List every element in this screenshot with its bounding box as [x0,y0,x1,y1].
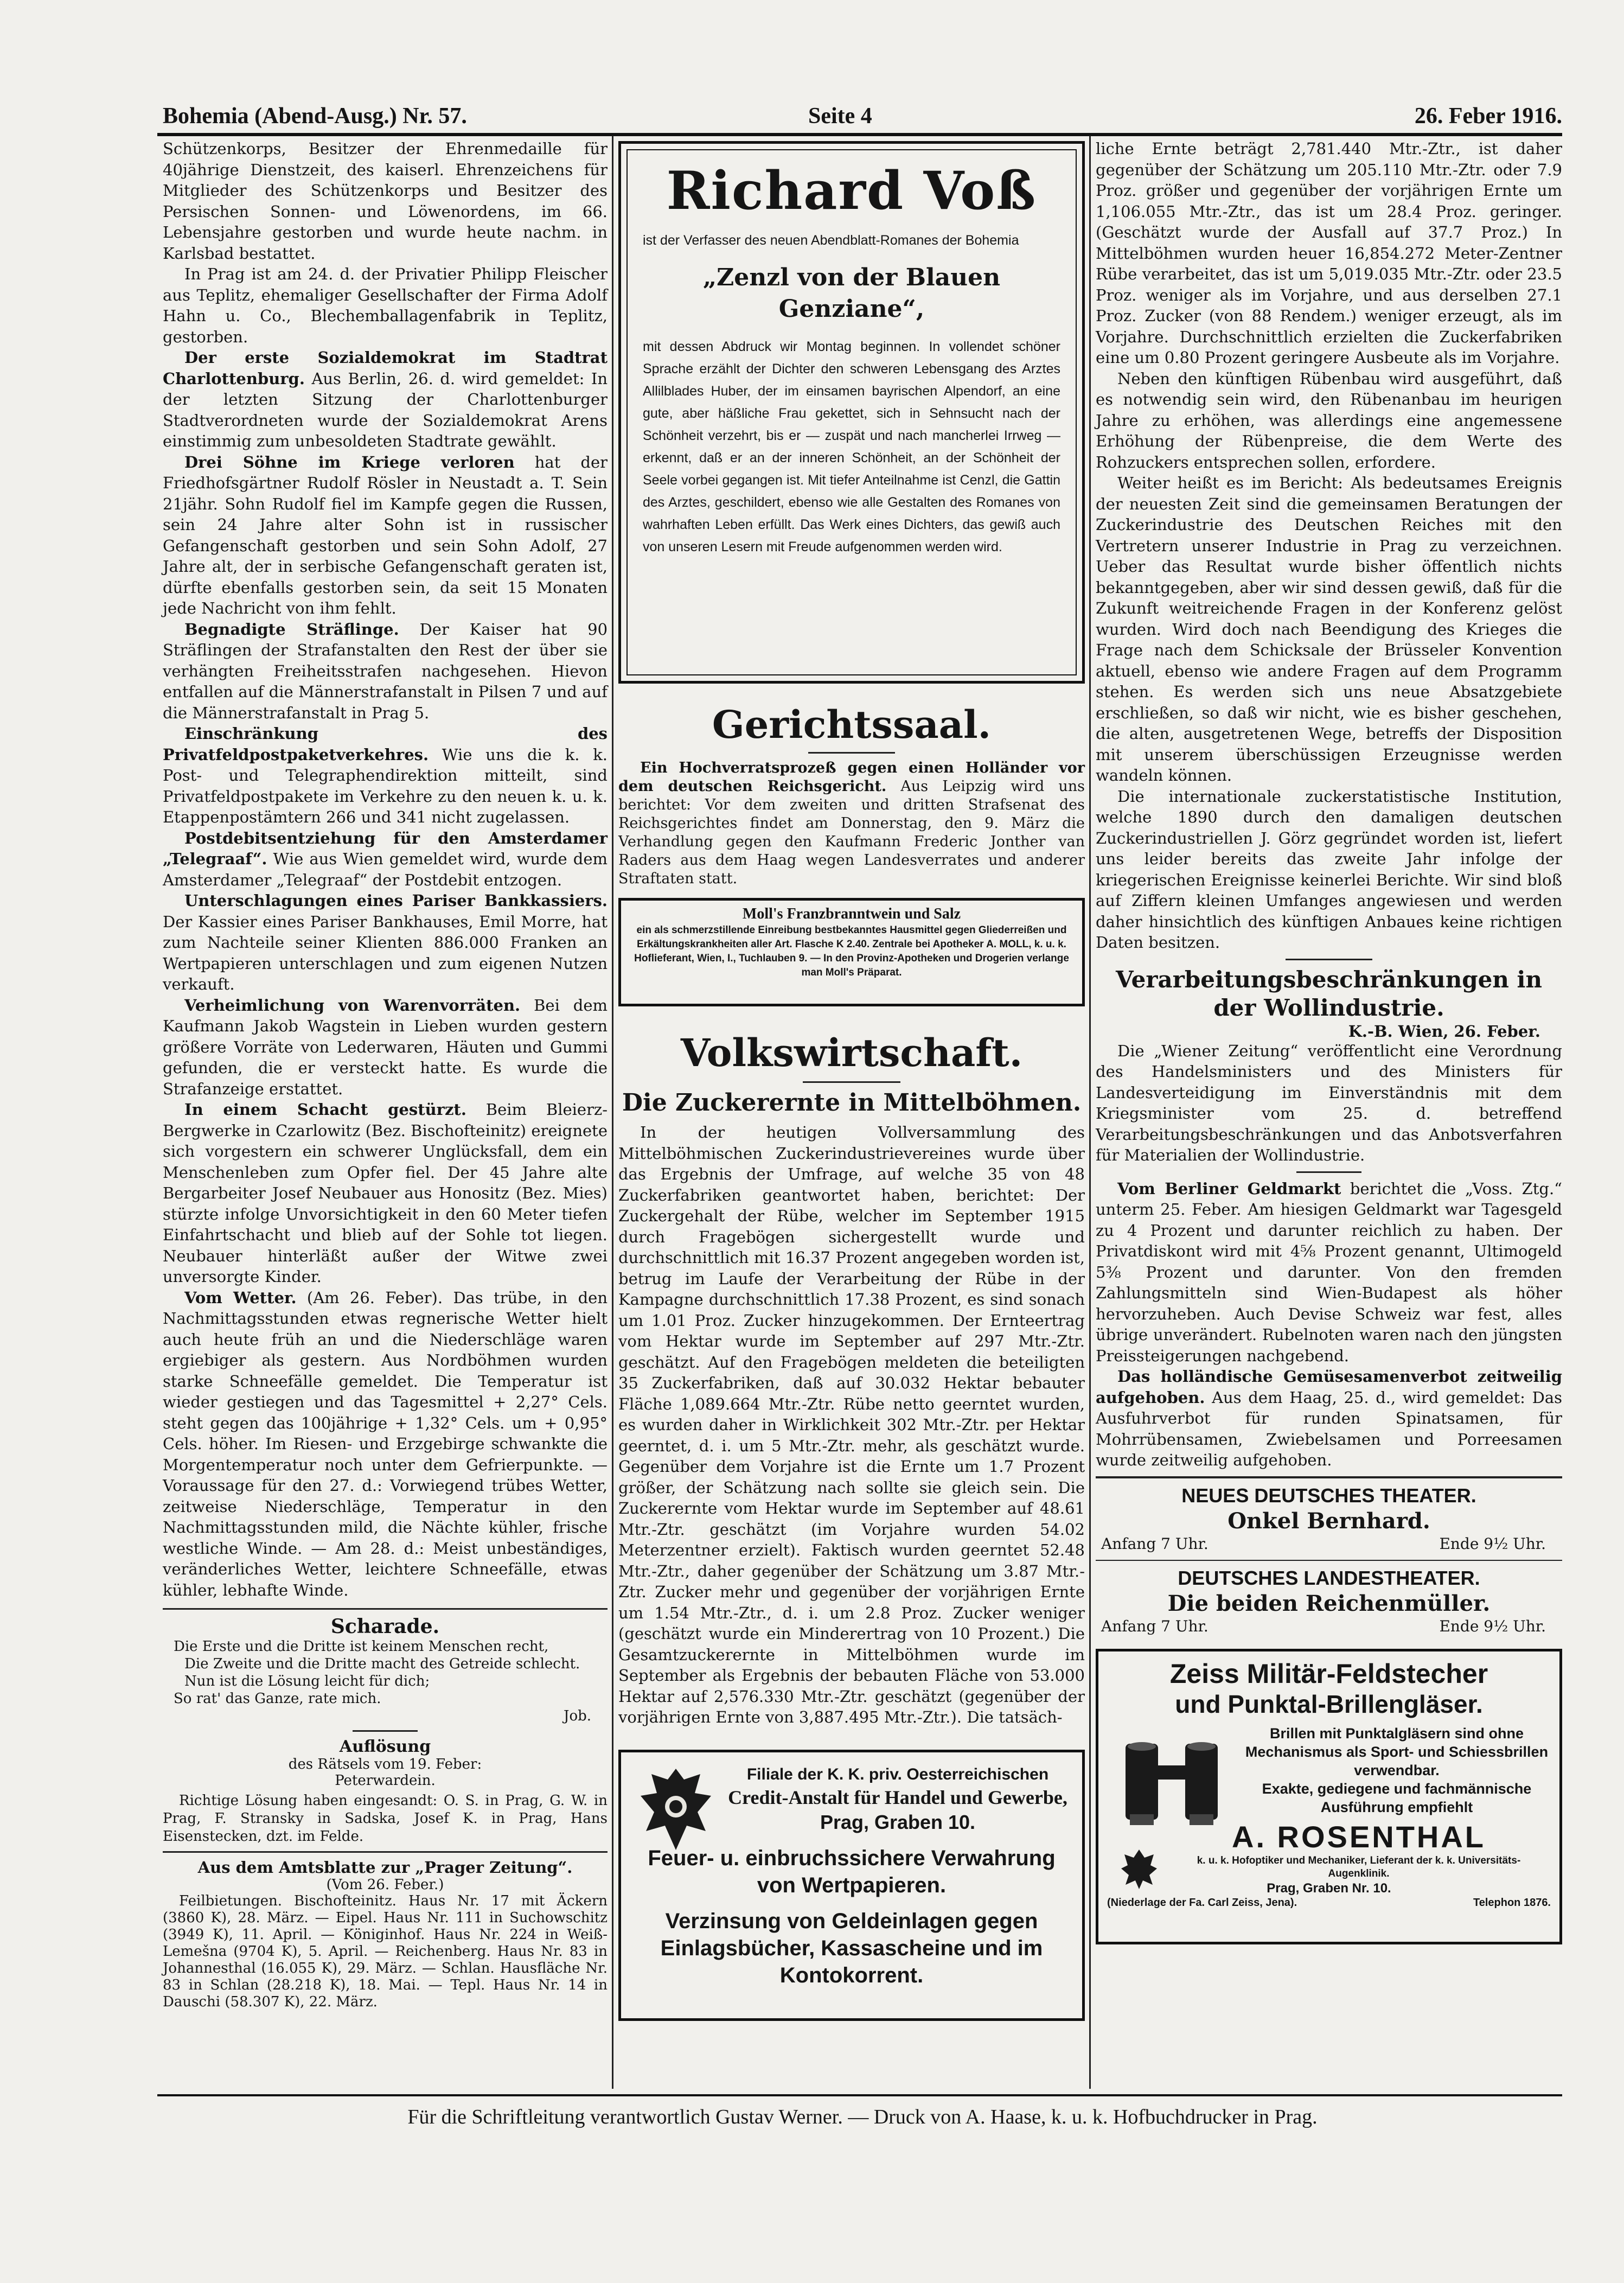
column-divider-right [1089,136,1091,2089]
solution-word: Peterwardein. [335,1772,436,1789]
section-rule [1096,1476,1562,1478]
article-heading: Unterschlagungen eines Pariser Bankkassiers. [184,891,608,910]
sugar-harvest-article: In der heutigen Vollversammlung des Mittelböhmischen Zuckerindustrievereines wurde über das Ergebnis der Umfrage, auf welche 35 von 48 Zuckerfabriken geantwortet haben, berichtet: Der Zuckergehalt der Rübe, welcher im September 1915 durch Fragebögen sichergestellt wurde und durchschnittlich mit 16.37 Prozent angegeben worden ist, betrug im Laufe der Verarbeitung der Rübe in der Kampagne durchschnittlich 17.38 Prozent, es sind sonach um 1.01 Proz. Zucker hinzugekommen. Der Ernteertrag vom Hektar wurde im September auf 297 Mtr.-Ztr. geschätzt. Auf den Fragebögen meldeten die beteiligten 35 Zuckerfabriken, daß auf 30.032 Hektar bebauter Fläche 1,089.664 Mtr.-Ztr. Rübe netto geerntet wurden, es wurden daher in Wirklichkeit 302 Mtr.-Ztr. per Hektar geerntet, d. i. um 5 Mtr.-Ztr. mehr, als geschätzt wurde. Gegenüber dem Vorjahre ist die Ernte um 1.7 Prozent größer, der Schätzung nach sollte sie gleich sein. Die Zuckerernte vom Hektar wurde im September auf 48.61 Mtr.-Ztr. geschätzt (im Vorjahre wurden 54.02 Meterzentner erzielt). Faktisch wurden geerntet 52.48 Mtr.-Ztr., daher gegenüber der Schätzung um 3.87 Mtr.-Ztr. Zucker mehr und gegenüber der vorjährigen Ernte um 1.54 Mtr.-Ztr., d. i. um 2.8 Proz. Zucker weniger (geschätzt wurde ein Minderertrag von 10 Prozent.) Die Gesamtzuckerernte in Mittelböhmen wurde im September als Ergebnis der bebauten Fläche von 53.000 Hektar auf 2,576.330 Mtr.-Ztr. geschätzt (gegenüber der vorjährigen Ernte von 3,887.495 Mtr.-Ztr.). Die tatsäch- [618,1123,1085,1726]
section-rule [163,1608,608,1610]
economy-subtitle: Die Zuckerernte in Mittelböhmen. [622,1089,1082,1117]
article-heading: Begnadigte Sträflinge. [184,620,399,639]
zeiss-punktal-text: Brillen mit Punktalgläsern sind ohne Mechanismus als Sport- und Schiessbrillen verwendbar. [1245,1725,1549,1778]
berlin-money-market [1096,1178,1562,1367]
amtsblatt-title: Aus dem Amtsblatte zur „Prager Zeitung“. [197,1858,573,1877]
article-weather [163,1287,608,1601]
header-date: 26. Feber 1916. [1414,104,1562,129]
charade-author: Job. [564,1708,591,1724]
theater2-name: DEUTSCHES LANDESTHEATER. [1178,1566,1480,1589]
article-bank-cashier [163,890,608,995]
bank-service-safekeeping: Feuer- u. einbruchssichere Verwahrung von Wertpapieren. [648,1846,1056,1897]
article-heading: Vom Berliner Geldmarkt [1117,1179,1341,1198]
footer-rule [157,2094,1562,2096]
article-body: Der Kassier eines Pariser Bankhauses, Emil Morre, hat zum Nachteile seiner Klienten 886.000 Franken an Wertpapieren unterschlagen und zum eigenen Nutzen verkauft. [163,912,608,993]
theater1-start: Anfang 7 Uhr. [1101,1534,1209,1553]
rosenthal-address: Prag, Graben Nr. 10. [1267,1880,1391,1896]
article-fleischer: In Prag ist am 24. d. der Privatier Philipp Fleischer aus Teplitz, ehemaliger Gesellschafter der Firma Adolf Hahn u. Co., Blechemballagenfabrik in Teplitz, gestorben. [163,265,608,346]
moll-advertisement [618,898,1085,1006]
charade-line: Die Zweite und die Dritte macht des Getreide schlecht. [184,1656,580,1672]
theater1-name: NEUES DEUTSCHES THEATER. [1181,1484,1476,1507]
section-rule [1286,959,1372,960]
charade-poem [163,1638,608,1725]
zeiss-quality-text: Exakte, gediegene und fachmännische Ausführung empfiehlt [1262,1780,1532,1815]
article-heading: In einem Schacht gestürzt. [184,1100,466,1119]
bank-name: Credit-Anstalt für Handel und Gewerbe, [728,1786,1067,1808]
page-header [163,103,1562,133]
article-body: hat der Friedhofsgärtner Rudolf Rösler in Neustadt a. T. Sein 21jähr. Sohn Rudolf fiel im Kampfe gegen die Russen, sein 24 Jahre alter Sohn ist in russischer Gefangenschaft gestorben und sein Sohn Adolf, 27 Jahre alt, der in serbische Gefangenschaft geraten ist, dürfte ebenfalls gestorben sein, da seit 15 Monaten jede Nachricht von ihm fehlt. [163,452,608,617]
vegetable-seed-ban [1096,1366,1562,1471]
economy-section-title: Volkswirtschaft. [680,1030,1023,1075]
theater1-play: Onkel Bernhard. [1227,1508,1430,1534]
charade-title: Scharade. [330,1615,440,1638]
article-body: Beim Bleierz-Bergwerke in Czarlowitz (Bez. Bischofteinitz) ereignete sich vorgestern ein schwerer Unglücksfall, dem ein Menschenleben zum Opfer fiel. Der 45 Jahre alte Bergarbeiter Josef Neubauer aus Honositz (Bez. Mies) stürzte infolge Unvorsichtigkeit in den 60 Meter tiefen Einfahrtschacht und blieb auf der Sohle tot liegen. Neubauer hinterläßt außer der Witwe zwei unversorgte Kinder. [163,1100,608,1286]
article-heading: Der erste Sozialdemokrat im Stadtrat Charlottenburg. [163,348,608,388]
theater1-end: Ende 9½ Uhr. [1439,1534,1546,1553]
column-divider-left [612,136,613,2089]
wool-dateline: K.-B. Wien, 26. Feber. [1348,1022,1540,1041]
theater1-times [1096,1535,1562,1554]
section-rule [163,1851,608,1853]
zeiss-headline: Zeiss Militär-Feldstecher [1169,1658,1488,1689]
middle-column [618,138,1085,2021]
article-body: Aus Berlin, 26. d. wird gemeldet: In der letzten Sitzung der Charlottenburger Stadtverordneten wurde der Sozialdemokrat Arens einstimmig zum unbesoldeten Stadtrate gewählt. [163,369,608,450]
sugar-statistics-institution: Die internationale zuckerstatistische Institution, welche 1890 durch den damaligen deutschen Zuckerindustriellen J. Görz gegründet worden ist, liefert uns leider bereits das zweite Jahr infolge der kriegerischen Ereignisse keinerlei Berichte. Wir sind bloß auf Ziffern kleinen Umfanges angewiesen und werden daher hinsichtlich des künftigen Anbaues keine richtigen Daten besitzen. [1096,787,1562,952]
article-heading: Ein Hochverratsprozeß gegen einen Holländer vor dem deutschen Reichsgericht. [618,760,1085,795]
amtsblatt-text: Feilbietungen. Bischofteinitz. Haus Nr. 17 mit Äckern (3860 K), 28. März. — Eipel. Haus Nr. 111 in Suchowschitz (3949 K), 11. April. — Königinhof. Haus Nr. 224 in Weiß-Lemešna (9704 K), 5. April. — Reichenberg. Haus Nr. 83 in Johannesthal (16.055 K), 29. März. — Schlan. Hausfläche Nr. 83 in Schlan (28.218 K), 18. Mai. — Tepl. Haus Nr. 14 in Dauschi (58.307 K), 22. März. [163,1893,608,2010]
article-body: Der Kaiser hat 90 Sträflingen der Strafanstalten den Rest der über sie verhängten Freiheitsstrafen nachgesehen. Hievon entfallen auf die Männerstrafanstalt in Pilsen 7 und auf die Männerstrafanstalt in Prag 5. [163,620,608,722]
binoculars-icon [1115,1733,1229,1831]
article-body: Wie uns die k. k. Post- und Telegraphendirektion mitteilt, sind Privatfeldpostpakete im Verkehre zu den neuen k. u. k. Etappenpostämtern 266 und 341 nicht zugelassen. [163,745,608,826]
wool-industry-article: Die „Wiener Zeitung“ veröffentlicht eine Verordnung des Handelsministers und des Ministers für Landesverteidigung im Einverständnis mit dem Kriegsminister vom 25. d. betreffend Verarbeitungsbeschränkungen und das Anbotsverfahren für Materialien der Wollindustrie. [1096,1041,1562,1164]
solution-subtitle: des Rätsels vom 19. Feber: [288,1756,482,1772]
charade-line: Nun ist die Lösung leicht für dich; [184,1673,430,1689]
article-feldpost [163,723,608,828]
section-rule [808,752,895,754]
article-heading: Drei Söhne im Kriege verloren [184,452,515,471]
novel-intro: ist der Verfasser des neuen Abendblatt-Romanes der Bohemia [643,233,1019,248]
sugar-future-cultivation: Neben den künftigen Rübenbau wird ausgeführt, daß es notwendig sein wird, den Rübenanbau im heurigen Jahre zu erhöhen, was allerdings eine angemessene Erhöhung der Rübenpreise, die dem Werte des Rohzuckers entsprechen sollen, erfordere. [1096,369,1562,471]
theater2-end: Ende 9½ Uhr. [1439,1617,1546,1635]
article-pardoned [163,619,608,724]
theater2-start: Anfang 7 Uhr. [1101,1617,1209,1635]
bank-address: Prag, Graben 10. [820,1810,976,1833]
article-hoarding [163,995,608,1100]
right-column [1096,138,1562,1944]
section-rule [1296,1171,1361,1173]
article-charlottenburg [163,347,608,452]
article-mine-accident [163,1099,608,1287]
article-heading: Einschränkung des Privatfeldpostpaketverkehres. [163,724,608,764]
theater2-times [1096,1617,1562,1637]
article-body: Wie aus Wien gemeldet wird, wurde dem Amsterdamer „Telegraaf“ der Postdebit entzogen. [163,850,608,889]
moll-ad-title: Moll's Franzbranntwein und Salz [742,905,961,922]
novel-announcement-box [618,141,1085,684]
sugar-joint-consultations: Weiter heißt es im Bericht: Als bedeutsames Ereignis der neuesten Zeit sind die gemeinsamen Beratungen der Zuckerindustrie des Deutschen Reiches mit den Vertretern unserer Industrie in Prag zu verzeichnen. Ueber das Resultat wurde bisher öffentlich nichts bekanntgegeben, aber wir sind dessen gewiß, daß für die Zukunft weitreichende Fragen in der Konferenz gelöst wurden. Wird doch nach Beendigung des Krieges die Frage nach dem Schicksale der Brüsseler Konvention aktuell, ebenso wie andere Fragen auf dem Programm stehen. Es werden sich uns neue Absatzgebiete erschließen, so daß wir nicht, wie es bisher geschehen, die alten, ausgetretenen Wege, betreffs der Disposition mit unserem überschüssigen Erzeugnisse werden wandeln können. [1096,474,1562,785]
page-footer: Für die Schriftleitung verantwortlich Gustav Werner. — Druck von A. Haase, k. u. k. Hofbuchdrucker in Prag. [407,2106,1318,2128]
sugar-harvest-continued: liche Ernte beträgt 2,781.440 Mtr.-Ztr., ist daher gegenüber der Schätzung um 205.110 Mtr.-Ztr. oder 7.9 Proz. größer und gegenüber der vorjährigen Ernte um 1,106.055 Mtr.-Ztr., das ist um 28.4 Proz. geringer. (Geschätzt wurde der Ausfall auf 37.7 Proz.) In Mittelböhmen wurden heuer 16,854.272 Meter-Zentner Rübe verarbeitet, das ist um 5,019.035 Mtr.-Ztr. oder 23.5 Proz. weniger als im Vorjahre, und aus derselben 27.1 Proz. Zucker (von 88 Rendem.) weniger erzeugt, als im Vorjahre. Durchschnittlich erzielten die Zuckerfabriken eine um 0.80 Prozent geringere Ausbeute als im Vorjahre. [1096,139,1562,367]
rosenthal-name: A. ROSENTHAL [1232,1819,1486,1854]
article-three-sons [163,452,608,619]
bank-branch: Filiale der K. K. priv. Oesterreichischen [746,1765,1049,1783]
novel-title: „Zenzl von der Blauen Genziane“, [702,264,1001,323]
credit-anstalt-advertisement [618,1750,1085,2021]
section-rule [1096,1560,1562,1561]
article-body: Bei dem Kaufmann Jakob Wagstein in Lieben wurden gestern größere Vorräte von Lederwaren, Häuten und Gummi gefunden, die er versteckt hatte. Es wurde die Strafanzeige erstattet. [163,996,608,1098]
moll-ad-text: ein als schmerzstillende Einreibung bestbekanntes Hausmittel gegen Gliederreißen und Erkältungskrankheiten aller Art. Flasche K 2.40. Zentrale bei Apotheker A. MOLL, k. u. k. Hoflieferant, Wien, I., Tuchlauben 9. — In den Provinz-Apotheken und Drogerien verlange man Moll's Präparat. [634,924,1069,978]
header-masthead: Bohemia (Abend-Ausg.) Nr. 57. [163,104,467,129]
novel-description: mit dessen Abdruck wir Montag beginnen. In vollendet schöner Sprache erzählt der Dichter den schweren Lebensgang des Arztes Allilblades Huber, der im einsamen bayrischen Alpendorf, an eine gute, aber häßliche Frau gekettet, sich in Sehnsucht nach der Schönheit verzehrt, bis er — zuspät und nach mancherlei Irrweg — erkennt, daß er an der inneren Schönheit, an der Schönheit der Seele vorbei gegangen ist. Mit tiefer Anteilnahme ist Cenzl, die Gattin des Arztes, geschildert, ebenso wie alle Gestalten des Romanes von wahrhaften Leben erfüllt. Das Werk eines Dichters, das gewiß auch von unseren Lesern mit Freude aufgenommen werden wird. [643,339,1060,554]
zeiss-subheadline: und Punktal-Brillengläser. [1175,1689,1483,1718]
rosenthal-phone: Telephon 1876. [1473,1896,1551,1909]
rosenthal-title: k. u. k. Hofoptiker und Mechaniker, Lieferant der k. k. Universitäts-Augenklinik. [1197,1854,1521,1879]
article-heading: Postdebitsentziehung für den Amsterdamer „Telegraaf“. [163,828,608,868]
wool-industry-title: Verarbeitungsbeschränkungen in der Wollindustrie. [1115,966,1543,1021]
theater2-play: Die beiden Reichenmüller. [1167,1590,1491,1616]
charade-line: Die Erste und die Dritte ist keinem Menschen recht, [174,1638,549,1655]
left-column [163,138,608,2011]
article-body: Aus Leipzig wird uns berichtet: Vor dem zweiten und dritten Strafsenat des Reichsgerichtes findet am Donnerstag, den 9. März die Verhandlung gegen den Kaufmann Frederic Jonther van Raders aus dem Haag wegen Landesverrates und anderer Straftaten statt. [618,778,1085,887]
bank-service-interest: Verzinsung von Geldeinlagen gegen Einlagsbücher, Kassascheine und im Kontokorrent. [660,1909,1043,1987]
section-rule [803,1081,900,1083]
court-article [618,759,1085,888]
article-heading: Das holländische Gemüsesamenverbot zeitweilig aufgehoben. [1096,1367,1562,1407]
solution-title: Auflösung [339,1737,431,1756]
article-heading: Verheimlichung von Warenvorräten. [184,996,521,1015]
header-rule [157,133,1562,136]
article-body: Aus dem Haag, 25. d., wird gemeldet: Das Ausfuhrverbot für runden Spinatsamen, für Mohrrübensamen, Zwiebelsamen und Porreesamen wurde zeitweilig aufgehoben. [1096,1388,1562,1469]
rosenthal-footer [1107,1897,1551,1913]
article-body: berichtet die „Voss. Ztg.“ unterm 25. Feber. Am hiesigen Geldmarkt war Tagesgeld zu 4 Prozent und darunter reichlich zu haben. Der Privatdiskont wird mit 4⅝ Prozent genannt, Ultimogeld 5⅜ Prozent und darunter. Von den fremden Zahlungsmitteln sind Wien-Budapest als höher hervorzuheben. Auch Devise Schweiz war fest, alles übrige unverändert. Rubelnoten waren nach den jüngsten Preissteigerungen nachgebend. [1096,1179,1563,1365]
novel-announcement-inner [626,149,1077,675]
charade-line: So rat' das Ganze, rate mich. [174,1691,381,1707]
novel-author-title: Richard Voß [666,160,1037,221]
solution-senders: Richtige Lösung haben eingesandt: O. S. in Prag, G. W. in Prag, F. Stransky in Sadska, Josef K. in Prag, Hans Eisenstecken, dzt. im Felde. [163,1793,608,1845]
section-rule [353,1730,418,1732]
zeiss-depot: (Niederlage der Fa. Carl Zeiss, Jena). [1107,1896,1297,1909]
double-eagle-emblem-icon [635,1763,717,1861]
article-telegraaf [163,828,608,891]
article-body: (Am 26. Feber). Das trübe, in den Nachmittagsstunden etwas regnerische Wetter hielt auch heute früh an und die Niederschläge waren ergiebiger als gestern. Aus Nordböhmen wurden starke Schneefälle gemeldet. Die Temperatur ist wieder gestiegen und das Tagesmittel + 2,27° Cels. steht gegen das 100jährige + 1,32° Cels. um + 0,95° Cels. höher. Im Riesen- und Erzgebirge schwankte die Morgentemperatur noch unter dem Gefrierpunkte. — Voraussage für den 27. d.: Vorwiegend trübes Wetter, zeitweise Niederschläge, Temperatur in den Nachmittagsstunden mild, die Nächte kühler, frische westliche Winde. — Am 28. d.: Meist unbeständiges, veränderliches Wetter, leichtere Schneefälle, etwas kühler, lebhafte Winde. [163,1288,608,1599]
article-heading: Vom Wetter. [184,1288,297,1307]
court-section-title: Gerichtssaal. [712,702,992,747]
article-obituary: Schützenkorps, Besitzer der Ehrenmedaille für 40jährige Dienstzeit, des kaiserl. Ehrenzeichens für Mitglieder des Schützenkorps und Besitzer des Persischen Sonnen- und Löwenordens, im 66. Lebensjahre gestorben und wurde heute nachm. in Karlsbad bestattet. [163,139,608,263]
zeiss-advertisement [1096,1649,1562,1944]
imperial-eagle-icon [1120,1847,1158,1890]
amtsblatt-date: (Vom 26. Feber.) [326,1877,444,1893]
header-page-number: Seite 4 [808,104,872,129]
